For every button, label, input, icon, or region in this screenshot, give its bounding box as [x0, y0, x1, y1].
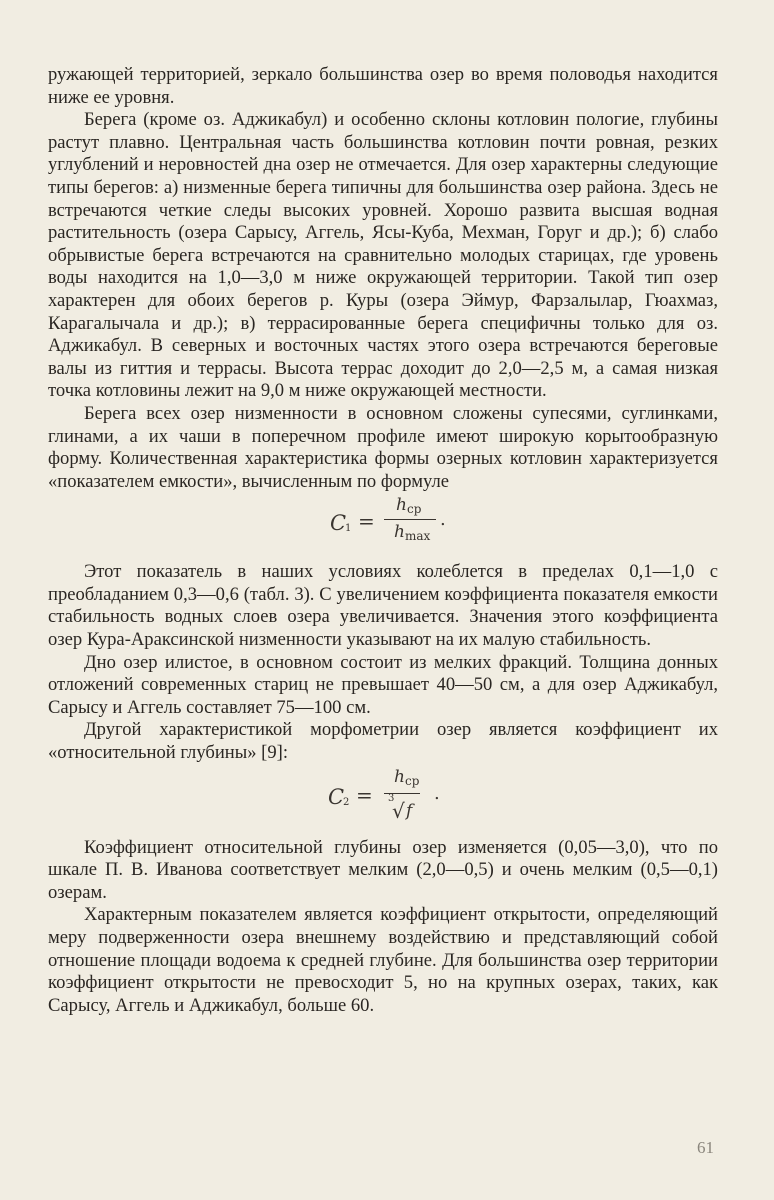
formula-1-lhs-sub: 1 [345, 523, 352, 535]
formula-2-radical-sign: √ [392, 798, 405, 823]
formula-2-equals: = [356, 782, 373, 807]
paragraph-4: Этот показатель в наших условиях колеблется в пределах 0,1—1,0 с преобладанием 0,3—0,6 (табл. 3). С увеличением коэффициента показателя емкости стабильность водных слоев озера увеличивается. Значения этого коэффициента озер Кура-Араксинской низменности указывают на их малую стабильность. [48, 561, 718, 651]
paragraph-2: Берега (кроме оз. Аджикабул) и особенно склоны котловин пологие, глубины растут плавно. Центральная часть большинства котловин почти ровная, резких углублений и неровностей дна озер не отмечается. Для озер характерны следующие типы берегов: а) низменные берега типичны для большинства озер района. Здесь не встречаются четкие следы высоких уровней. Хорошо развита высшая водная растительность (озера Сарысу, Аггель, Ясы-Куба, Мехман, Горуг и др.); б) слабо обрывистые берега встречаются на сравнительно молодых старицах, где уровень воды находится на 1,0—3,0 м ниже окружающей территории. Такой тип озер характерен для обоих берегов р. Куры (озера Эймур, Фарзалылар, Гюахмаз, Карагалычала и др.); в) террасированные берега специфичны только для оз. Аджикабул. В северных и восточных частях этого озера встречаются береговые валы из гиттия и террасы. Высота террас доходит до 2,0—2,5 м, а самая низкая точка котловины лежит на 9,0 м ниже окружающей местности. [48, 109, 718, 402]
formula-1-numerator: h [396, 495, 407, 516]
formula-2-root-index: 3 [388, 792, 395, 804]
formula-2-radicand: f [406, 800, 413, 821]
formula-1-period: . [440, 509, 446, 531]
page-number: 61 [697, 1138, 714, 1157]
formula-1-lhs: C [330, 511, 347, 536]
formula-1-numerator-sub: ср [407, 502, 422, 517]
formula-1-equals: = [358, 509, 375, 534]
formula-2-lhs: C [328, 784, 345, 809]
formula-1-denominator-sub: max [405, 529, 431, 544]
formula-1-fraction-bar [384, 519, 436, 520]
paragraph-1: ружающей территорией, зеркало большинства озер во время половодья находится ниже ее уровня. [48, 64, 718, 108]
formula-relative-depth [48, 765, 718, 837]
formula-1-denominator: h [394, 522, 405, 543]
paragraph-7: Коэффициент относительной глубины озер изменяется (0,05—3,0), что по шкале П. В. Иванова соответствует мелким (2,0—0,5) и очень мелким (0,5—0,1) озерам. [48, 836, 718, 903]
paragraph-3: Берега всех озер низменности в основном сложены супесями, суглинками, глинами, а их чаши в поперечном профиле имеют широкую корытообразную форму. Количественная характеристика формы озерных котловин характеризуется «показателем емкости», вычисленным по формуле [48, 402, 718, 492]
formula-2-lhs-sub: 2 [343, 796, 350, 808]
paragraph-6: Другой характеристикой морфометрии озер является коэффициент их «относительной глубины» [9]: [48, 719, 718, 764]
formula-2-numerator: h [394, 766, 405, 787]
formula-2-period: . [434, 782, 440, 804]
formula-capacity-index [48, 493, 718, 561]
paragraph-5: Дно озер илистое, в основном состоит из мелких фракций. Толщина донных отложений современных стариц не превышает 40—50 см, а для озер Аджикабул, Сарысу и Аггель составляет 75—100 см. [48, 651, 718, 718]
formula-2-numerator-sub: ср [405, 773, 420, 788]
paragraph-8: Характерным показателем является коэффициент открытости, определяющий меру подверженности озера внешнему воздействию и представляющий собой отношение площади водоема к средней глубине. Для большинства озер территории коэффициент открытости не превосходит 5, но на крупных озерах, таких, как Сарысу, Аггель и Аджикабул, больше 60. [48, 904, 718, 1016]
page-body [48, 64, 718, 1017]
